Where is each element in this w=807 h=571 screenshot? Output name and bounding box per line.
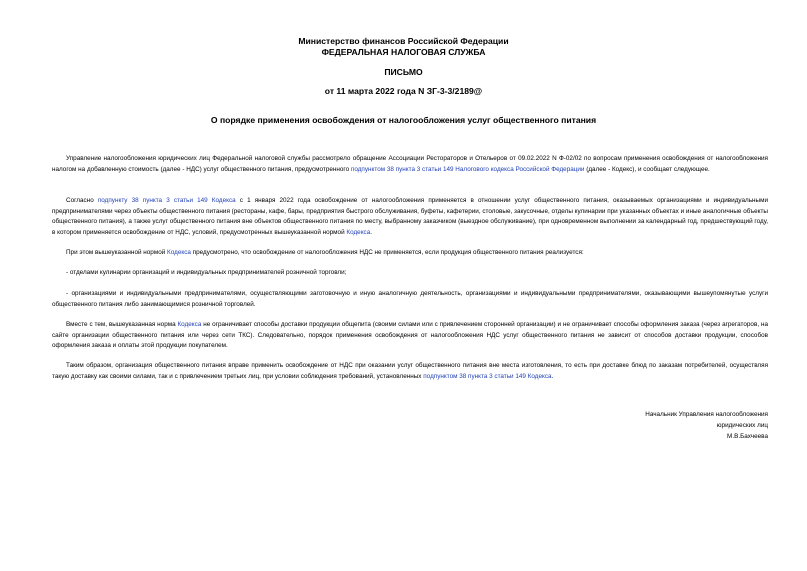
signature-department: юридических лиц (716, 422, 768, 429)
document-subject: О порядке применения освобождения от налогообложения услуг общественного питания (210, 115, 597, 125)
link-subparagraph-38-code[interactable]: подпункту 38 пункта 3 статьи 149 Кодекса (97, 197, 236, 204)
signature-name: М.В.Бахчеева (727, 433, 768, 440)
ministry-name: Министерство финансов Российской Федерации (298, 36, 509, 46)
paragraph-3 (52, 248, 768, 259)
paragraph-6 (52, 320, 768, 352)
paragraph-6-text-b: не ограничивает способы доставки продукции общепита (своими силами или с привлечением сторонней организации) и не ограничивает способы оформления заказа (через агрегаторов, на сайте организации общественного питания или через сети ТКС). Следовательно, порядок применения освобождения от налогообложения НДС услуг общественного питания не зависит от способов доставки продукции, способов оформления заказа и оплаты этой продукции покупателем. (52, 321, 768, 349)
paragraph-2-text-a: Согласно (66, 197, 98, 204)
paragraph-7-text-b: . (551, 372, 554, 380)
paragraph-6-text-a: Вместе с тем, вышеуказанная норма (66, 321, 178, 328)
paragraph-3-text-b: предусмотрено, что освобождение от налогообложения НДС не применяется, если продукция общественного питания реализуется: (190, 249, 584, 256)
paragraph-1-text-a: Управление налогообложения юридических лиц Федеральной налоговой службы рассмотрело обращение Ассоциации Рестораторов и Отельеров от 09.02.2022 N Ф-02/02 по вопросам применения освобождения от налогообложения налогом на добавленную стоимость (далее - НДС) услуг общественного питания, предусмотренного (52, 155, 768, 173)
link-code[interactable]: Кодекса (177, 321, 202, 328)
paragraph-4-list-item: - отделами кулинарии организаций и индивидуальных предпринимателей розничной торговли; (66, 269, 347, 276)
signature-title: Начальник Управления налогообложения (645, 411, 768, 418)
paragraph-1 (52, 154, 768, 175)
paragraph-1-text-b: (далее - Кодекс), и сообщает следующее. (584, 165, 710, 173)
paragraph-2-text-b: с 1 января 2022 года освобождение от налогообложения применяется в отношении услуг общественного питания, оказываемых организациями и индивидуальными предпринимателями через объекты общественного питания (рестораны, кафе, бары, предприятия быстрого обслуживания, буфеты, кафетерии, столовые, закусочные, отделы кулинарии при указанных объектах и иные аналогичные объекты общественного питания), а также услуг общественного питания вне объектов общественного питания по месту, выбранному заказчиком (выездное обслуживание), при одновременном выполнении за календарный год, предшествующий году, в котором применяется освобождение от НДС, условий, предусмотренных вышеуказанной нормой (52, 197, 769, 236)
paragraph-2 (52, 196, 768, 238)
paragraph-7-text-a: Таким образом, организация общественного питания вправе применить освобождение от НДС при оказании услуг общественного питания вне места изготовления, то есть при доставке блюд по заказам потребителей, осуществляя такую доставку как своими силами, так и с привлечением третьих лиц, при условии соблюдения требований, установленных (52, 362, 768, 380)
link-subparagraph-38-tax-code[interactable]: подпунктом 38 пункта 3 статьи 149 Налогового кодекса Российской Федерации (350, 165, 585, 173)
document-type: ПИСЬМО (384, 67, 423, 77)
paragraph-2-text-c: . (370, 228, 373, 236)
paragraph-5-list-item: - организациями и индивидуальными предпринимателями, осуществляющими заготовочную и иную аналогичную деятельность, организациями и индивидуальными предпринимателями, оказывающими вышеупомянутые услуги общественного питания либо занимающимися розничной торговлей. (52, 290, 768, 308)
link-code[interactable]: Кодекса (167, 249, 191, 256)
link-code[interactable]: Кодекса (346, 228, 371, 236)
paragraph-7 (52, 361, 768, 382)
document-date-number: от 11 марта 2022 года N ЗГ-3-3/2189@ (324, 86, 483, 96)
service-name: ФЕДЕРАЛЬНАЯ НАЛОГОВАЯ СЛУЖБА (321, 47, 486, 57)
link-subparagraph-38-code[interactable]: подпунктом 38 пункта 3 статьи 149 Кодекса (423, 372, 552, 380)
paragraph-3-text-a: При этом вышеуказанной нормой (66, 249, 168, 256)
